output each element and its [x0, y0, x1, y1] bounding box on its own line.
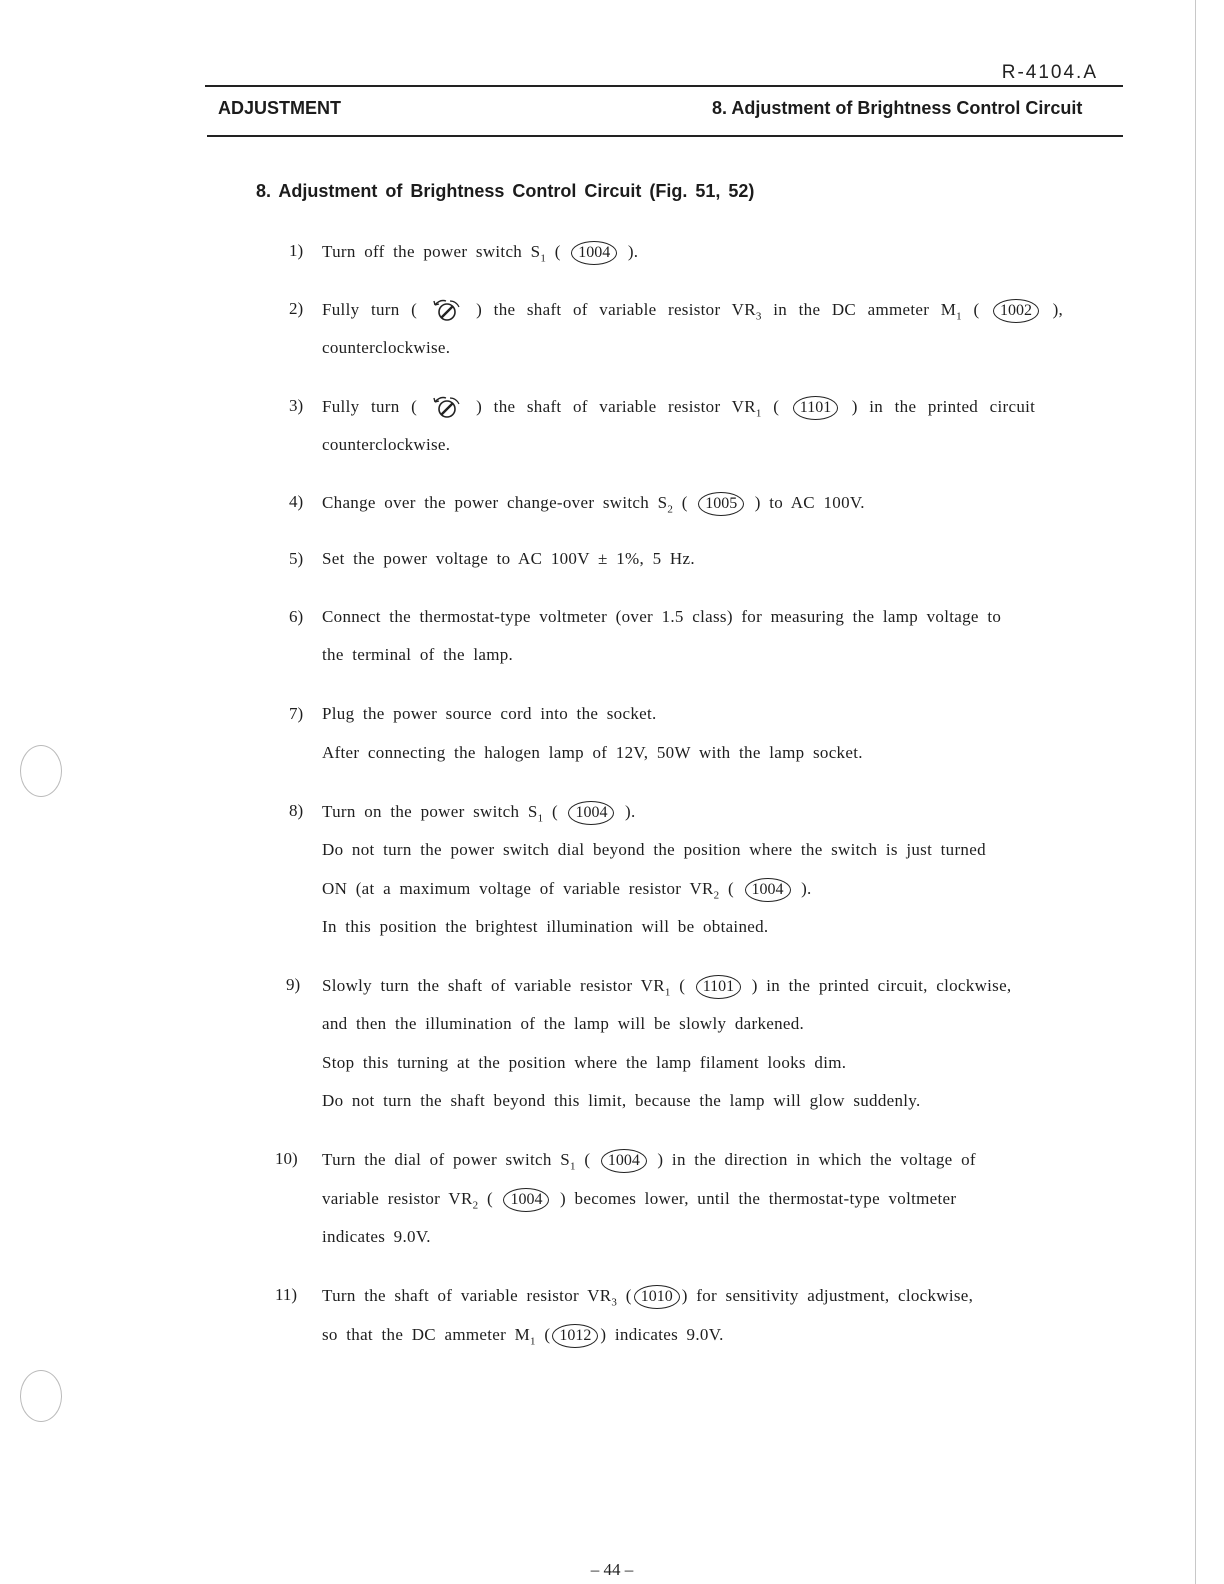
part-ref-badge: 1004: [503, 1188, 549, 1212]
step-number: 11): [275, 1285, 298, 1304]
part-ref-badge: 1004: [571, 241, 617, 265]
counterclockwise-dial-icon: [432, 299, 462, 323]
step-10-line-1: Turn the dial of power switch $S_1$ ( 1004 ) in the direction in which the voltage of: [322, 1150, 976, 1173]
step-3-line-1: Fully turn ( ) the shaft of variable resistor $VR_1$ ( 1101 ) in the printed circuit: [322, 397, 1036, 420]
step-2-line-1: Fully turn ( ) the shaft of variable resistor $VR_3$ in the DC ammeter $M_1$ ( 1002 ),: [322, 300, 1064, 323]
step-9-line-1: Slowly turn the shaft of variable resistor $VR_1$ ( 1101 ) in the printed circuit, clockwise,: [322, 976, 1012, 999]
part-ref-badge: 1004: [568, 801, 614, 825]
step-number: 5): [289, 549, 304, 568]
page-edge-line: [1195, 0, 1196, 1584]
part-ref-badge: 1101: [793, 396, 838, 420]
hole-punch-mark: [20, 1370, 62, 1422]
part-ref-badge: 1004: [745, 878, 791, 902]
step-6-line-2: the terminal of the lamp.: [322, 645, 514, 664]
step-5-line: Set the power voltage to AC 100V ± 1%, 5 Hz.: [322, 549, 695, 568]
step-4-line: Change over the power change-over switch $S_2$ ( 1005 ) to AC 100V.: [322, 493, 865, 516]
step-number: 1): [289, 241, 304, 260]
part-ref-badge: 1010: [634, 1285, 680, 1309]
step-9-line-2: and then the illumination of the lamp will be slowly darkened.: [322, 1014, 805, 1033]
header-rule-bottom: [207, 135, 1123, 137]
step-8-line-3: ON (at a maximum voltage of variable resistor $VR_2$ ( 1004 ).: [322, 879, 812, 902]
page-number: – 44 –: [590, 1560, 634, 1579]
part-ref-badge: 1101: [696, 975, 741, 999]
part-ref-badge: 1012: [552, 1324, 598, 1348]
part-ref-badge: 1004: [601, 1149, 647, 1173]
step-number: 2): [289, 299, 304, 318]
step-10-line-2: variable resistor $VR_2$ ( 1004 ) becomes lower, until the thermostat-type voltmeter: [322, 1189, 957, 1212]
part-ref-badge: 1005: [698, 492, 744, 516]
header-section-title: 8. Adjustment of Brightness Control Circuit: [712, 98, 1083, 118]
step-9-line-3: Stop this turning at the position where the lamp filament looks dim.: [322, 1053, 847, 1072]
step-number: 6): [289, 607, 304, 626]
step-number: 3): [289, 396, 304, 415]
step-9-line-4: Do not turn the shaft beyond this limit, because the lamp will glow suddenly.: [322, 1091, 921, 1110]
step-3-line-2: counterclockwise.: [322, 435, 451, 454]
step-number: 9): [286, 975, 301, 994]
document-code: R-4104.A: [1001, 62, 1098, 83]
section-title: 8. Adjustment of Brightness Control Circuit (Fig. 51, 52): [256, 181, 755, 201]
part-ref-badge: 1002: [993, 299, 1039, 323]
step-10-line-3: indicates 9.0V.: [322, 1227, 431, 1246]
counterclockwise-dial-icon: [432, 396, 462, 420]
step-number: 7): [289, 704, 304, 723]
header-section-label: ADJUSTMENT: [218, 98, 342, 118]
step-6-line-1: Connect the thermostat-type voltmeter (over 1.5 class) for measuring the lamp voltage to: [322, 607, 1002, 626]
step-number: 10): [275, 1149, 298, 1168]
step-7-line-2: After connecting the halogen lamp of 12V, 50W with the lamp socket.: [322, 743, 863, 762]
step-11-line-2: so that the DC ammeter $M_1$ ( 1012 ) indicates 9.0V.: [322, 1325, 724, 1348]
step-number: 8): [289, 801, 304, 820]
header-rule-top: [205, 85, 1123, 87]
step-2-line-2: counterclockwise.: [322, 338, 451, 357]
step-11-line-1: Turn the shaft of variable resistor $VR_3$ ( 1010 ) for sensitivity adjustment, clockwise,: [322, 1286, 974, 1309]
step-number: 4): [289, 492, 304, 511]
step-8-line-1: Turn on the power switch $S_1$ ( 1004 ).: [322, 802, 636, 825]
step-8-line-4: In this position the brightest illumination will be obtained.: [322, 917, 769, 936]
step-8-line-2: Do not turn the power switch dial beyond the position where the switch is just turned: [322, 840, 986, 859]
step-7-line-1: Plug the power source cord into the socket.: [322, 704, 657, 723]
step-1-line: Turn off the power switch $S_1$ ( 1004 ).: [322, 242, 639, 265]
hole-punch-mark: [20, 745, 62, 797]
